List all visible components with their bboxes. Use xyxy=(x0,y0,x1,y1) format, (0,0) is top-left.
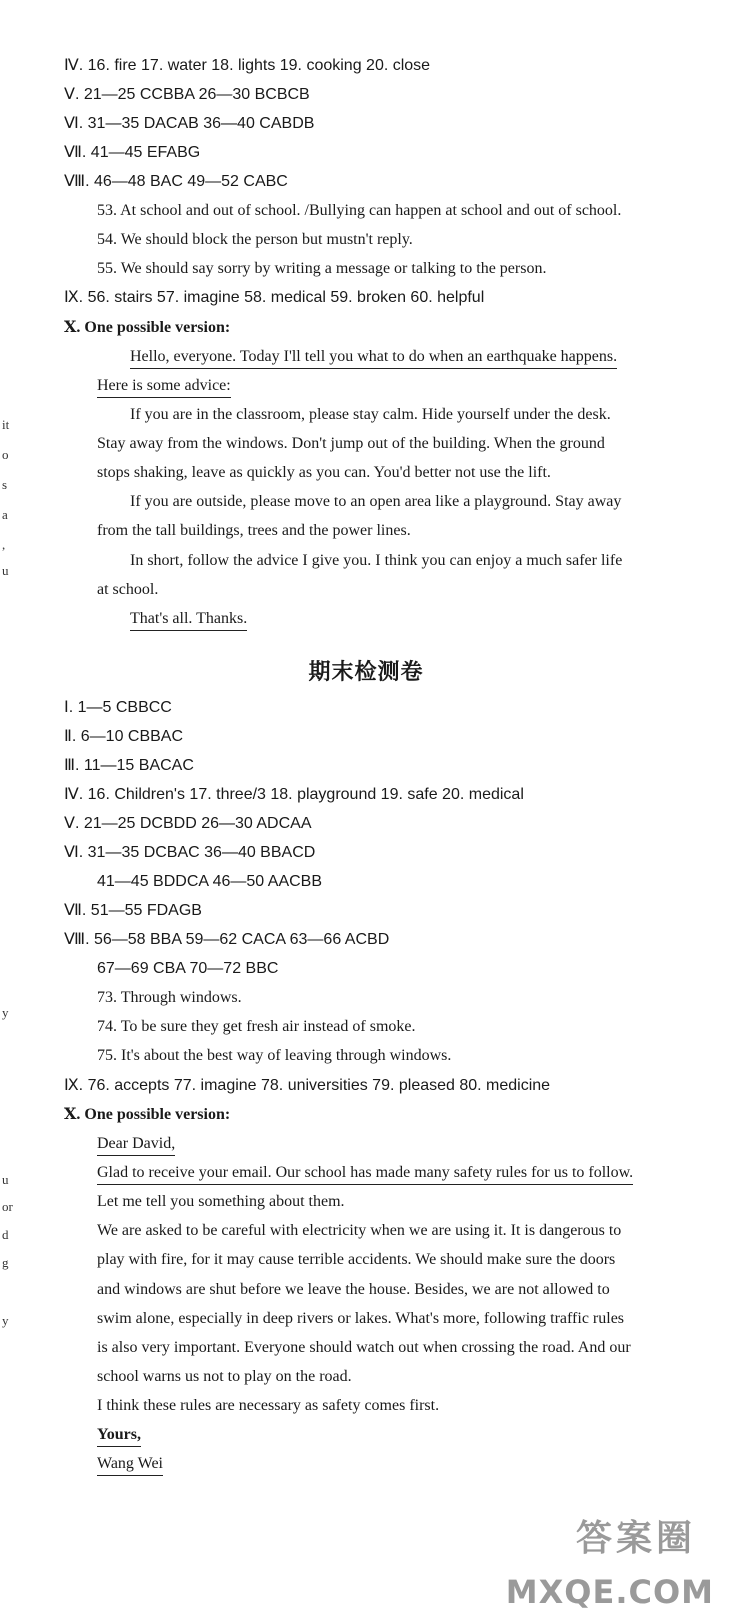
answer-73: 73. Through windows. xyxy=(97,989,242,1006)
margin-char: it xyxy=(2,417,10,432)
answer-line-ix: Ⅸ. 76. accepts 77. imagine 78. universities 79. pleased 80. medicine xyxy=(64,1077,551,1094)
essay-line: Here is some advice: xyxy=(97,376,231,398)
answer-line-ix: Ⅸ. 56. stairs 57. imagine 58. medical 59. broken 60. helpful xyxy=(64,289,485,306)
essay-line: Stay away from the windows. Don't jump out of the building. When the ground xyxy=(97,435,605,452)
margin-char: s xyxy=(2,477,8,492)
letter-line: play with fire, for it may cause terrible accidents. We should make sure the doors xyxy=(97,1251,616,1268)
essay-line: from the tall buildings, trees and the power lines. xyxy=(97,522,411,539)
writing-label: Ⅹ. One possible version: xyxy=(64,1106,231,1123)
essay-line: That's all. Thanks. xyxy=(130,609,247,631)
letter-line: We are asked to be careful with electricity when we are using it. It is dangerous to xyxy=(97,1222,622,1239)
letter-line: swim alone, especially in deep rivers or lakes. What's more, following traffic rules xyxy=(97,1310,625,1327)
margin-char: d xyxy=(2,1227,9,1242)
answer-line-iii: Ⅲ. 11—15 BACAC xyxy=(64,757,194,774)
letter-line: and windows are shut before we leave the house. Besides, we are not allowed to xyxy=(97,1281,610,1298)
answer-53: 53. At school and out of school. /Bullying can happen at school and out of school. xyxy=(97,202,622,219)
answer-line-ii: Ⅱ. 6—10 CBBAC xyxy=(64,728,184,745)
essay-line: If you are in the classroom, please stay calm. Hide yourself under the desk. xyxy=(130,406,611,423)
answer-line-viii: Ⅷ. 46—48 BAC 49—52 CABC xyxy=(64,173,288,190)
letter-line: Let me tell you something about them. xyxy=(97,1193,345,1210)
answer-line-i: Ⅰ. 1—5 CBBCC xyxy=(64,699,172,716)
essay-line: at school. xyxy=(97,581,159,598)
watermark-logo: 答案圈 xyxy=(575,1518,696,1559)
answer-75: 75. It's about the best way of leaving through windows. xyxy=(97,1047,452,1064)
margin-char: , xyxy=(2,537,6,552)
essay-line: In short, follow the advice I give you. I think you can enjoy a much safer life xyxy=(130,552,623,569)
answer-line-vi: Ⅵ. 31—35 DCBAC 36—40 BBACD xyxy=(64,844,316,861)
margin-char: y xyxy=(2,1005,9,1020)
margin-char: o xyxy=(2,447,9,462)
letter-line: school warns us not to play on the road. xyxy=(97,1368,352,1385)
margin-char: u xyxy=(2,563,9,578)
answer-line-v: Ⅴ. 21—25 DCBDD 26—30 ADCAA xyxy=(64,815,312,832)
margin-char: a xyxy=(2,507,8,522)
letter-greeting: Dear David, xyxy=(97,1134,175,1156)
margin-char: or xyxy=(2,1199,13,1214)
margin-char: u xyxy=(2,1172,9,1187)
answer-line-viii-cont: 67—69 CBA 70—72 BBC xyxy=(97,960,279,977)
margin-char: y xyxy=(2,1313,9,1328)
letter-line: Glad to receive your email. Our school has made many safety rules for us to follow. xyxy=(97,1163,633,1185)
answer-55: 55. We should say sorry by writing a message or talking to the person. xyxy=(97,260,547,277)
answer-line-iv: Ⅳ. 16. fire 17. water 18. lights 19. cooking 20. close xyxy=(64,57,431,74)
answer-line-vi: Ⅵ. 31—35 DACAB 36—40 CABDB xyxy=(64,115,315,132)
answer-line-vii: Ⅶ. 51—55 FDAGB xyxy=(64,902,202,919)
essay-line: stops shaking, leave as quickly as you can. You'd better not use the lift. xyxy=(97,464,551,481)
section-title: 期末检测卷 xyxy=(308,660,424,685)
answer-line-viii: Ⅷ. 56—58 BBA 59—62 CACA 63—66 ACBD xyxy=(64,931,390,948)
letter-line: I think these rules are necessary as safety comes first. xyxy=(97,1397,440,1414)
answer-line-iv: Ⅳ. 16. Children's 17. three/3 18. playground 19. safe 20. medical xyxy=(64,786,524,803)
essay-line: If you are outside, please move to an open area like a playground. Stay away xyxy=(130,493,622,510)
answer-54: 54. We should block the person but mustn't reply. xyxy=(97,231,413,248)
letter-line: is also very important. Everyone should watch out when crossing the road. And our xyxy=(97,1339,631,1356)
answer-74: 74. To be sure they get fresh air instead of smoke. xyxy=(97,1018,416,1035)
watermark-url: MXQE.COM xyxy=(505,1573,714,1611)
margin-char: g xyxy=(2,1255,9,1270)
answer-line-vii: Ⅶ. 41—45 EFABG xyxy=(64,144,201,161)
essay-line: Hello, everyone. Today I'll tell you what to do when an earthquake happens. xyxy=(130,347,617,369)
letter-signature: Wang Wei xyxy=(97,1454,163,1476)
answer-line-vi-cont: 41—45 BDDCA 46—50 AACBB xyxy=(97,873,323,890)
writing-label: Ⅹ. One possible version: xyxy=(64,319,231,336)
letter-closing: Yours, xyxy=(97,1425,141,1447)
answer-line-v: Ⅴ. 21—25 CCBBA 26—30 BCBCB xyxy=(64,86,310,103)
